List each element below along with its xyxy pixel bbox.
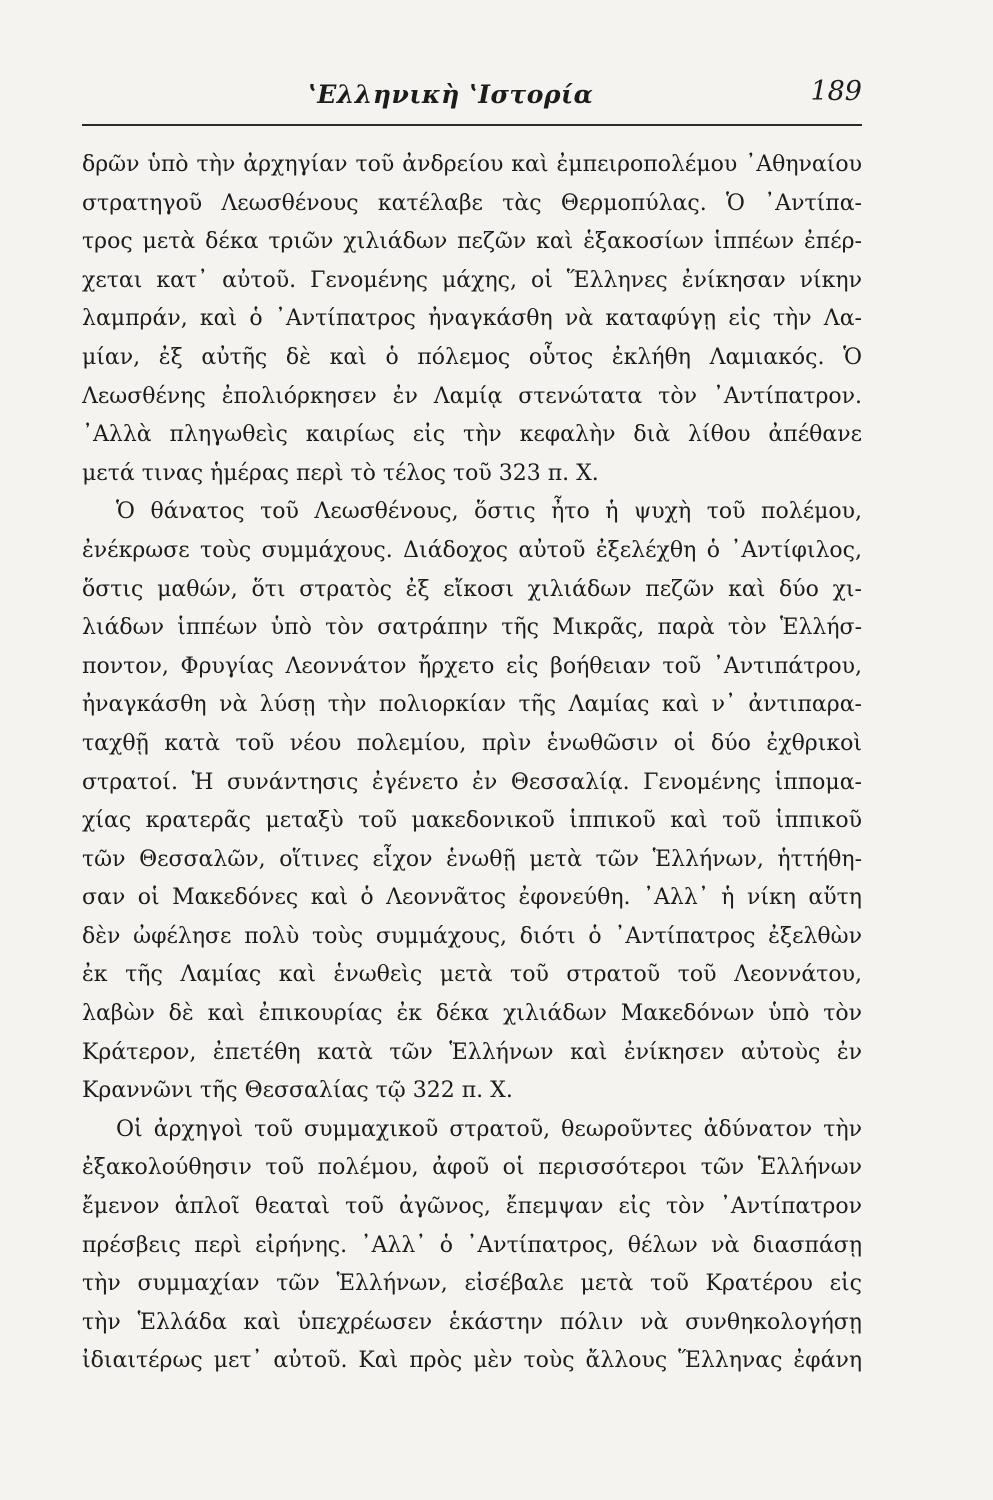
text-line: ἠναγκάσθη νὰ λύσῃ τὴν πολιορκίαν τῆς Λαμίας καὶ ν᾿ ἀντιπαρα-: [82, 692, 862, 718]
header-rule: [82, 124, 862, 126]
page-header: [82, 72, 862, 132]
text-line: ᾿Αλλὰ πληγωθεὶς καιρίως εἰς τὴν κεφαλὴν διὰ λίθου ἀπέθανε: [82, 422, 862, 448]
text-line: ταχθῇ κατὰ τοῦ νέου πολεμίου, πρὶν ἑνωθῶσιν οἱ δύο ἐχθρικοὶ: [82, 730, 862, 756]
text-line: χίας κρατερᾶς μεταξὺ τοῦ μακεδονικοῦ ἱππικοῦ καὶ τοῦ ἱππικοῦ: [82, 808, 862, 834]
text-line: τὴν Ἑλλάδα καὶ ὑπεχρέωσεν ἑκάστην πόλιν νὰ συνθηκολογήσῃ: [82, 1309, 862, 1335]
text-line: μετά τινας ἡμέρας περὶ τὸ τέλος τοῦ 323 π. Χ.: [82, 460, 599, 486]
text-line: μίαν, ἐξ αὐτῆς δὲ καὶ ὁ πόλεμος οὗτος ἐκλήθη Λαμιακός. Ὁ: [82, 344, 862, 370]
body-text: [82, 146, 862, 1381]
text-line: δρῶν ὑπὸ τὴν ἀρχηγίαν τοῦ ἀνδρείου καὶ ἐμπειροπολέμου ᾿Αθηναίου: [82, 152, 862, 177]
text-line: λαβὼν δὲ καὶ ἐπικουρίας ἐκ δέκα χιλιάδων Μακεδόνων ὑπὸ τὸν: [82, 1001, 862, 1027]
text-line: λιάδων ἱππέων ὑπὸ τὸν σατράπην τῆς Μικρᾶς, παρὰ τὸν Ἑλλήσ-: [82, 615, 862, 641]
text-line: χεται κατ᾿ αὐτοῦ. Γενομένης μάχης, οἱ Ἕλληνες ἐνίκησαν νίκην: [82, 267, 862, 293]
text-line: λαμπράν, καὶ ὁ ᾿Αντίπατρος ἠναγκάσθη νὰ καταφύγῃ εἰς τὴν Λα-: [82, 306, 862, 332]
text-line: ἐξακολούθησιν τοῦ πολέμου, ἀφοῦ οἱ περισσότεροι τῶν Ἑλλήνων: [82, 1155, 862, 1181]
text-line: δὲν ὠφέλησε πολὺ τοὺς συμμάχους, διότι ὁ ᾿Αντίπατρος ἐξελθὼν: [82, 923, 862, 949]
text-line: πρέσβεις περὶ εἰρήνης. ᾿Αλλ᾿ ὁ ᾿Αντίπατρος, θέλων νὰ διασπάσῃ: [82, 1232, 862, 1258]
text-line: ἐνέκρωσε τοὺς συμμάχους. Διάδοχος αὐτοῦ ἐξελέχθη ὁ ᾿Αντίφιλος,: [82, 537, 862, 563]
text-line: ἔμενον ἁπλοῖ θεαταὶ τοῦ ἀγῶνος, ἔπεμψαν εἰς τὸν ᾿Αντίπατρον: [82, 1194, 862, 1220]
text-line: Κράτερον, ἐπετέθη κατὰ τῶν Ἑλλήνων καὶ ἐνίκησεν αὐτοὺς ἐν: [82, 1039, 862, 1065]
running-title: ʽΕλληνικὴ ʽΙστορία: [308, 80, 594, 109]
text-line: ἐκ τῆς Λαμίας καὶ ἑνωθεὶς μετὰ τοῦ στρατοῦ τοῦ Λεοννάτου,: [82, 962, 862, 988]
text-line: Κραννῶνι τῆς Θεσσαλίας τῷ 322 π. Χ.: [82, 1078, 513, 1104]
text-line: τὴν συμμαχίαν τῶν Ἑλλήνων, εἰσέβαλε μετὰ τοῦ Κρατέρου εἰς: [82, 1271, 862, 1297]
text-line: στρατηγοῦ Λεωσθένους κατέλαβε τὰς Θερμοπύλας. Ὁ ᾿Αντίπα-: [82, 190, 862, 216]
text-line: τρος μετὰ δέκα τριῶν χιλιάδων πεζῶν καὶ ἑξακοσίων ἱππέων ἐπέρ-: [82, 229, 862, 255]
text-line: Οἱ ἀρχηγοὶ τοῦ συμμαχικοῦ στρατοῦ, θεωροῦντες ἀδύνατον τὴν: [116, 1116, 862, 1142]
text-line: σαν οἱ Μακεδόνες καὶ ὁ Λεοννᾶτος ἐφονεύθη. ᾿Αλλ᾿ ἡ νίκη αὕτη: [82, 885, 862, 911]
page-number: 189: [810, 76, 862, 107]
text-line: στρατοί. Ἡ συνάντησις ἐγένετο ἐν Θεσσαλίᾳ. Γενομένης ἱππομα-: [82, 769, 862, 795]
text-line: Ὁ θάνατος τοῦ Λεωσθένους, ὅστις ἦτο ἡ ψυχὴ τοῦ πολέμου,: [116, 499, 862, 525]
text-line: Λεωσθένης ἐπολιόρκησεν ἐν Λαμίᾳ στενώτατα τὸν ᾿Αντίπατρον.: [82, 383, 862, 409]
text-line: ὅστις μαθών, ὅτι στρατὸς ἐξ εἴκοσι χιλιάδων πεζῶν καὶ δύο χι-: [82, 576, 862, 602]
text-line: ἰδιαιτέρως μετ᾿ αὐτοῦ. Καὶ πρὸς μὲν τοὺς ἄλλους Ἕλληνας ἐφάνη: [82, 1348, 862, 1374]
text-line: τῶν Θεσσαλῶν, οἵτινες εἶχον ἑνωθῇ μετὰ τῶν Ἑλλήνων, ἡττήθη-: [82, 846, 862, 872]
text-line: ποντον, Φρυγίας Λεοννάτον ἤρχετο εἰς βοήθειαν τοῦ ᾿Αντιπάτρου,: [82, 653, 862, 679]
